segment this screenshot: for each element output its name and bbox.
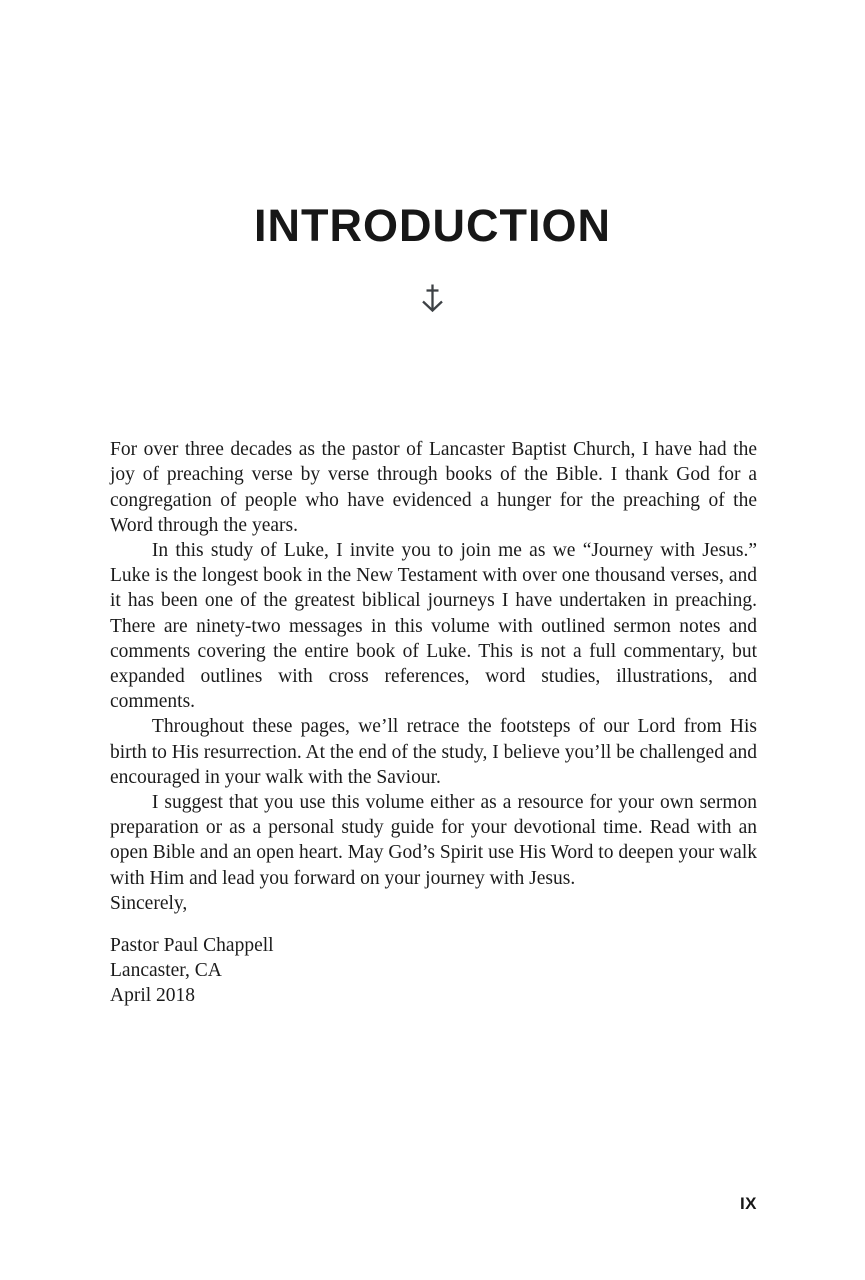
ornament-container [0, 282, 865, 315]
body-text [110, 437, 757, 1008]
page-number: IX [739, 1194, 757, 1213]
anchor-cross-icon [419, 302, 446, 319]
signature-name: Pastor Paul Chappell [110, 935, 274, 956]
signature-block [110, 933, 757, 1009]
signature-date: April 2018 [110, 985, 196, 1007]
signature-location: Lancaster, CA [110, 960, 222, 982]
chapter-title: INTRODUCTION [254, 200, 611, 251]
paragraph: Throughout these pages, we’ll retrace the footsteps of our Lord from His birth to His resurrection. At the end of the study, I believe you’ll be challenged and encouraged in your walk with the Saviour. [110, 716, 757, 788]
paragraph: For over three decades as the pastor of Lancaster Baptist Church, I have had the joy of preaching verse by verse through books of the Bible. I thank God for a congregation of people who have evidenced a hunger for the preaching of the Word through the years. [110, 439, 757, 536]
closing-line: Sincerely, [110, 892, 188, 914]
paragraph: In this study of Luke, I invite you to join me as we “Journey with Jesus.” Luke is the longest book in the New Testament with over one thousand verses, and it has been one of the greatest biblical journeys I have undertaken in preaching. There are ninety-two messages in this volume with outlined sermon notes and comments covering the entire book of Luke. This is not a full commentary, but expanded outlines with cross references, word studies, illustrations, and comments. [110, 539, 757, 713]
paragraph: I suggest that you use this volume either as a resource for your own sermon preparation or as a personal study guide for your devotional time. Read with an open Bible and an open heart. May God’s Spirit use His Word to deepen your walk with Him and lead you forward on your journey with Jesus. [110, 791, 757, 889]
